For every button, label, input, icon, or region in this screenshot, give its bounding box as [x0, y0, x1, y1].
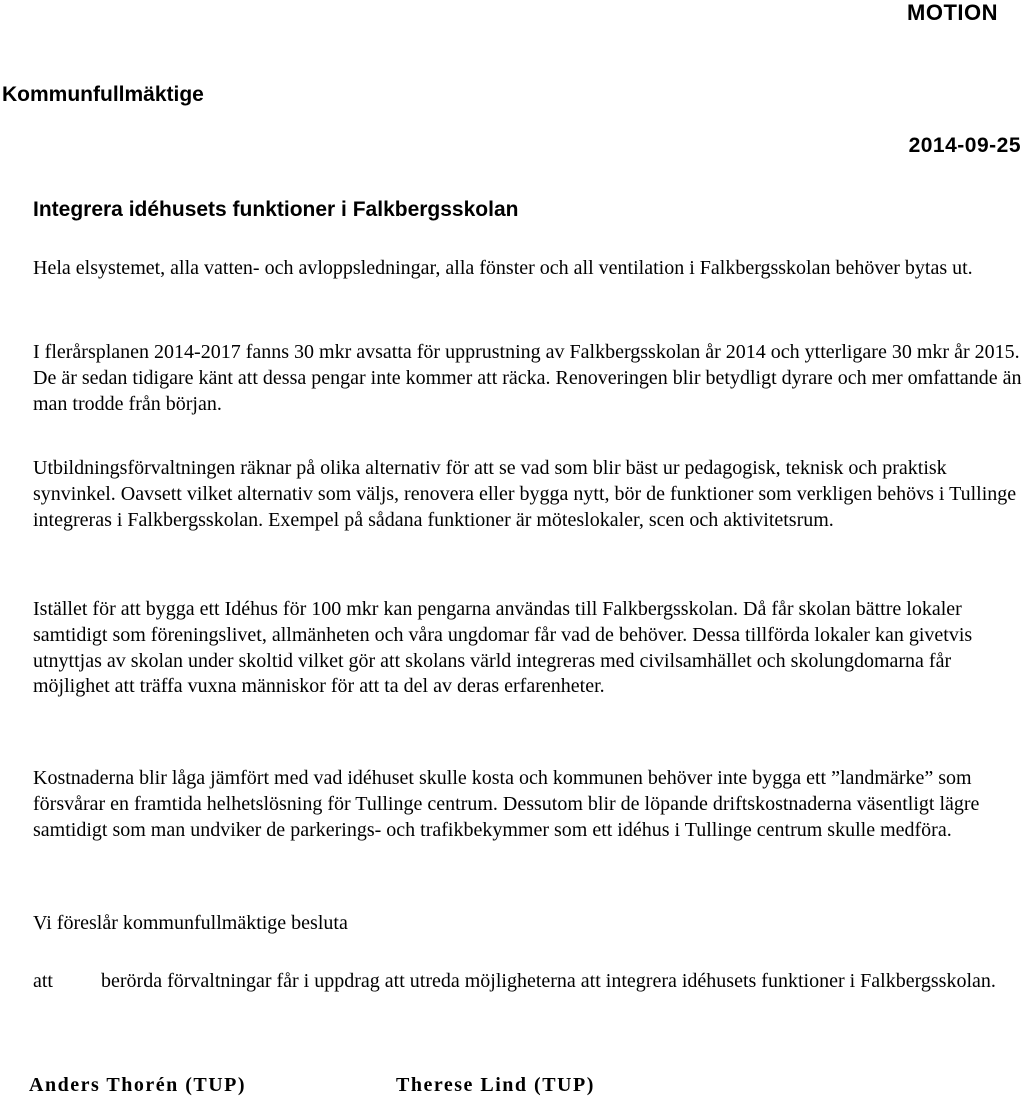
- body-paragraph: Istället för att bygga ett Idéhus för 100 mkr kan pengarna användas till Falkbergsskolan. Då får skolan bättre lokaler samtidigt som föreningslivet, allmänheten och våra ungdomar får vad de behöver. Dessa tillförda lokaler kan givetvis utnyttjas av skolan under skoltid vilket gör att skolans värld integreras med civilsamhället och skolungdomarna får möjlighet att träffa vuxna människor för att ta del av deras erfarenheter.: [33, 598, 973, 698]
- recipient: Kommunfullmäktige: [2, 83, 204, 106]
- proposal-intro: Vi föreslår kommunfullmäktige besluta: [33, 912, 348, 934]
- signature-name: Therese Lind (TUP): [396, 1074, 595, 1096]
- body-paragraph: Utbildningsförvaltningen räknar på olika alternativ för att se vad som blir bäst ur pedagogisk, teknisk och praktisk synvinkel. Oavsett vilket alternativ som väljs, renovera eller bygga nytt, bör de funktioner som verkligen behövs i Tullinge integreras i Falkbergsskolan. Exempel på sådana funktioner är möteslokaler, scen och aktivitetsrum.: [33, 457, 1017, 531]
- document-date: 2014-09-25: [908, 134, 1021, 157]
- proposal-marker: att: [33, 970, 53, 992]
- document-type-label: MOTION: [907, 0, 998, 25]
- signature-name: Anders Thorén (TUP): [29, 1074, 247, 1096]
- body-paragraph: Hela elsystemet, alla vatten- och avloppsledningar, alla fönster och all ventilation i Falkbergsskolan behöver bytas ut.: [33, 257, 973, 279]
- body-paragraph: I flerårsplanen 2014-2017 fanns 30 mkr avsatta för upprustning av Falkbergsskolan år 2014 och ytterligare 30 mkr år 2015. De är sedan tidigare känt att dessa pengar inte kommer att räcka. Renoveringen blir betydligt dyrare och mer omfattande än man trodde från början.: [33, 341, 1022, 415]
- proposal-text: berörda förvaltningar får i uppdrag att utreda möjligheterna att integrera idéhusets funktioner i Falkbergsskolan.: [101, 970, 996, 992]
- document-title: Integrera idéhusets funktioner i Falkbergsskolan: [33, 198, 519, 221]
- body-paragraph: Kostnaderna blir låga jämfört med vad idéhuset skulle kosta och kommunen behöver inte bygga ett ”landmärke” som försvårar en framtida helhetslösning för Tullinge centrum. Dessutom blir de löpande driftskostnaderna väsentligt lägre samtidigt som man undviker de parkerings- och trafikbekymmer som ett idéhus i Tullinge centrum skulle medföra.: [33, 767, 980, 841]
